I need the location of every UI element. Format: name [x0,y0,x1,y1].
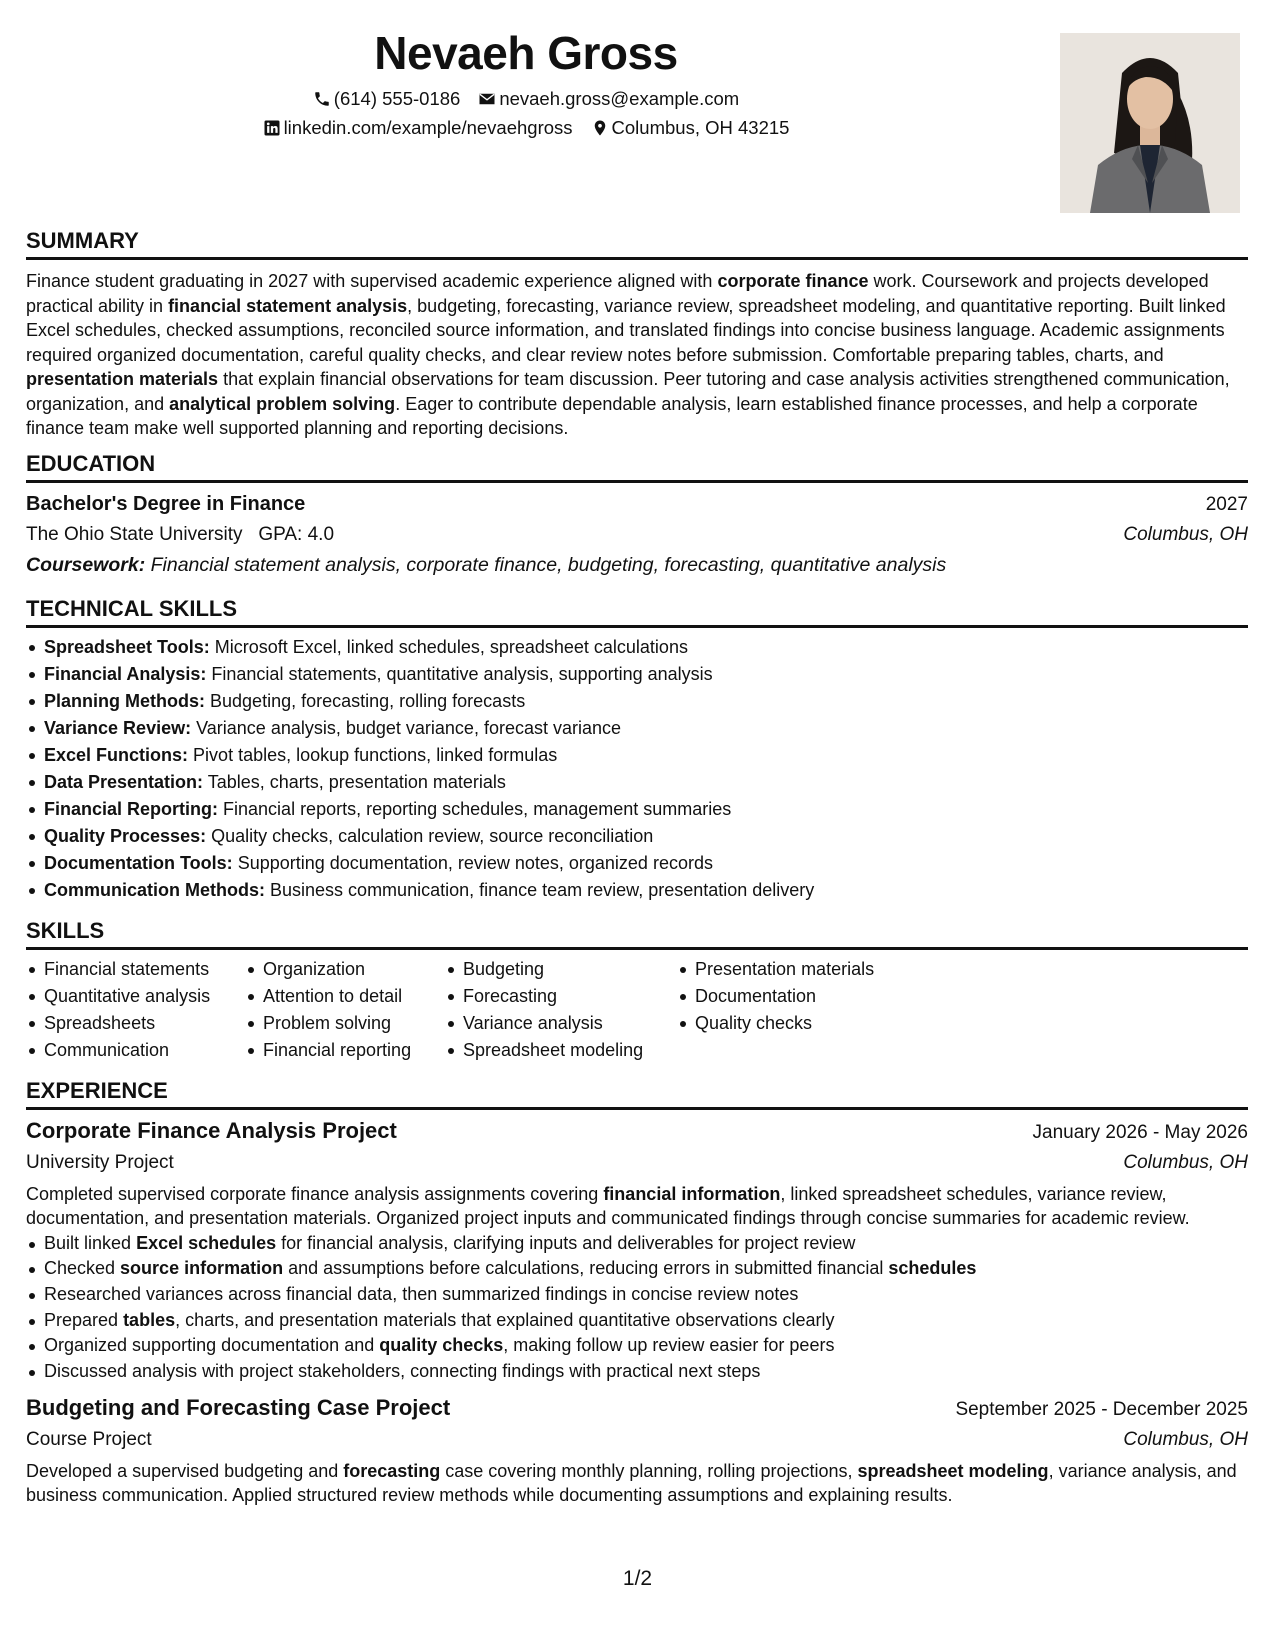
list-item: Communication [26,1037,245,1064]
list-item: Budgeting [445,956,677,983]
list-item [26,1359,1248,1385]
list-item: Quality checks [677,1010,937,1037]
skill-value: Budgeting, forecasting, rolling forecasts [210,690,526,711]
skill-label: Quality Processes: [44,825,207,846]
job-org-row [26,1425,1248,1455]
contact-phone [313,87,461,111]
summary-seg: work. Coursework and projects developed practical ability in [26,271,1209,316]
bullet-emph: schedules [888,1258,977,1279]
school-row [26,520,1248,550]
summary-seg: , budgeting, forecasting, variance review, spreadsheet modeling, and quantitative reporting. Built linked Excel schedules, checked assumptions, reconciled source information, and translated findings into concise business language. Academic assignments required organized documentation, careful quality checks, and clear review notes before submission. Comfortable preparing tables, charts, and [26,295,1226,365]
coursework-label: Coursework: [26,553,146,576]
list-item [26,769,1248,796]
skill-label: Documentation Tools: [44,852,233,873]
list-item: Attention to detail [245,983,445,1010]
job-title: Budgeting and Forecasting Case Project [26,1394,451,1420]
linkedin-icon [263,119,281,137]
skills-column-4 [677,956,937,1064]
skills-divider [26,947,1248,950]
skills-column-3 [445,956,677,1064]
list-item [26,796,1248,823]
skill-value: Variance analysis, budget variance, forecast variance [196,717,622,738]
bullet-emph: Excel schedules [136,1232,277,1253]
experience-divider [26,1107,1248,1110]
page-number: 1/2 [622,1567,653,1590]
degree-row [26,489,1248,520]
bullet-seg: Checked [44,1258,121,1279]
experience-heading: EXPERIENCE [26,1077,168,1103]
summary-seg: that explain financial observations for team discussion. Peer tutoring and case analysis activities strengthened communication, organization, and [26,369,1230,414]
resume-content [26,224,1248,1508]
list-item [26,1282,1248,1308]
skill-value: Business communication, finance team review, presentation delivery [270,879,815,900]
summary-heading: SUMMARY [26,228,139,253]
list-item: Financial reporting [245,1037,445,1064]
skill-value: Pivot tables, lookup functions, linked formulas [193,744,558,765]
map-pin-icon [591,119,609,137]
coursework [26,550,1248,580]
skill-label: Spreadsheet Tools: [44,636,210,657]
job-dates: September 2025 - December 2025 [955,1398,1248,1420]
contact-line-1 [26,87,1026,111]
summary-seg: . Eager to contribute dependable analysis, learn established finance processes, and help a corporate finance team make well supported planning and reporting decisions. [26,393,1198,438]
bullet-seg: for financial analysis, clarifying inputs and deliverables for project review [276,1232,856,1253]
job-org-row [26,1148,1248,1178]
bullet-emph: source information [120,1258,284,1279]
bullet-seg: , charts, and presentation materials that explained quantitative observations clearly [175,1309,835,1330]
skills-column-1 [26,956,245,1064]
list-item [26,1231,1248,1257]
skill-label: Financial Analysis: [44,663,207,684]
skill-value: Supporting documentation, review notes, organized records [237,852,713,873]
skill-label: Variance Review: [44,717,192,738]
education-divider [26,480,1248,483]
desc-seg: , variance analysis, and business communication. Applied structured review methods while documenting assumptions and explaining results. [26,1460,1237,1506]
desc-emph: forecasting [343,1460,441,1481]
skill-value: Financial statements, quantitative analysis, supporting analysis [211,663,713,684]
gpa: GPA: 4.0 [258,523,335,545]
school-location: Columbus, OH [1123,523,1248,545]
contact-email[interactable] [478,87,739,111]
job-bullets [26,1231,1248,1385]
portrait-illustration [1060,33,1240,213]
list-item [26,1333,1248,1359]
list-item: Organization [245,956,445,983]
desc-emph: financial information [603,1183,781,1204]
profile-photo [1060,33,1240,213]
location-text: Columbus, OH 43215 [611,117,790,138]
list-item: Spreadsheets [26,1010,245,1037]
skill-value: Quality checks, calculation review, source reconciliation [211,825,654,846]
list-item: Quantitative analysis [26,983,245,1010]
job-title-row [26,1116,1248,1148]
experience-entry [26,1393,1248,1508]
job-description [26,1182,1248,1231]
coursework-list: Financial statement analysis, corporate finance, budgeting, forecasting, quantitative analysis [150,553,947,576]
bullet-seg: and assumptions before calculations, reducing errors in submitted financial [283,1258,889,1279]
summary-seg: Finance student graduating in 2027 with supervised academic experience aligned with [26,271,718,291]
skills-column-2 [245,956,445,1064]
list-item [26,742,1248,769]
desc-seg: , linked spreadsheet schedules, variance review, documentation, and presentation materials. Organized project inputs and communicated findings through concise summaries for academic review. [26,1183,1190,1228]
list-item: Forecasting [445,983,677,1010]
summary-divider [26,257,1248,260]
bullet-seg: Researched variances across financial data, then summarized findings in concise review notes [44,1283,799,1304]
phone-icon [313,90,331,108]
bullet-emph: quality checks [379,1335,504,1356]
bullet-seg: Prepared [44,1309,124,1330]
list-item [26,688,1248,715]
experience-entry [26,1116,1248,1385]
skill-label: Excel Functions: [44,744,189,765]
job-org: University Project [26,1151,174,1173]
contact-location [591,116,790,140]
job-org: Course Project [26,1428,152,1450]
list-item [26,661,1248,688]
summary-emph: analytical problem solving [169,393,396,414]
list-item: Presentation materials [677,956,937,983]
skill-label: Planning Methods: [44,690,205,711]
candidate-name: Nevaeh Gross [374,27,678,79]
graduation-year: 2027 [1205,493,1248,515]
desc-seg: case covering monthly planning, rolling projections, [440,1460,858,1481]
education-heading: EDUCATION [26,450,156,476]
job-title: Corporate Finance Analysis Project [26,1117,397,1143]
summary-emph: financial statement analysis [168,295,408,316]
list-item: Financial statements [26,956,245,983]
list-item [26,1256,1248,1282]
bullet-seg: Built linked [44,1232,137,1253]
job-location: Columbus, OH [1123,1151,1248,1173]
technical-skills-heading: TECHNICAL SKILLS [26,595,238,621]
list-item: Problem solving [245,1010,445,1037]
list-item [26,715,1248,742]
contact-linkedin[interactable] [263,116,573,140]
bullet-seg: , making follow up review easier for peers [503,1335,835,1356]
degree-name: Bachelor's Degree in Finance [26,492,306,515]
list-item: Documentation [677,983,937,1010]
bullet-seg: Organized supporting documentation and [44,1335,380,1356]
job-title-row [26,1393,1248,1425]
contact-line-2 [26,116,1026,140]
bullet-emph: tables [123,1309,176,1330]
list-item: Variance analysis [445,1010,677,1037]
list-item [26,634,1248,661]
skill-value: Microsoft Excel, linked schedules, spreadsheet calculations [214,636,688,657]
skill-label: Communication Methods: [44,879,265,900]
skill-label: Financial Reporting: [44,798,219,819]
summary-text [26,269,1248,441]
skill-label: Data Presentation: [44,771,204,792]
school-name: The Ohio State University [26,523,243,545]
envelope-icon [478,90,496,108]
desc-emph: spreadsheet modeling [857,1460,1049,1481]
resume-header [26,20,1026,220]
list-item: Spreadsheet modeling [445,1037,677,1064]
technical-skills-divider [26,625,1248,628]
school-info [26,520,334,550]
desc-seg: Completed supervised corporate finance analysis assignments covering [26,1183,604,1204]
email-text: nevaeh.gross@example.com [499,88,740,109]
technical-skills-list [26,634,1248,904]
skills-heading: SKILLS [26,917,105,943]
list-item [26,850,1248,877]
bullet-seg: Discussed analysis with project stakeholders, connecting findings with practical next steps [44,1361,761,1382]
skill-value: Financial reports, reporting schedules, management summaries [223,798,732,819]
phone-text: (614) 555-0186 [333,88,461,109]
skill-value: Tables, charts, presentation materials [207,771,506,792]
linkedin-text: linkedin.com/example/nevaehgross [283,117,573,138]
job-description [26,1459,1248,1508]
list-item [26,1308,1248,1334]
desc-seg: Developed a supervised budgeting and [26,1460,344,1481]
job-location: Columbus, OH [1123,1428,1248,1450]
summary-emph: presentation materials [26,369,219,389]
list-item [26,877,1248,904]
summary-emph: corporate finance [717,271,869,291]
list-item [26,823,1248,850]
skills-grid [26,956,1248,1064]
job-dates: January 2026 - May 2026 [1032,1121,1248,1143]
